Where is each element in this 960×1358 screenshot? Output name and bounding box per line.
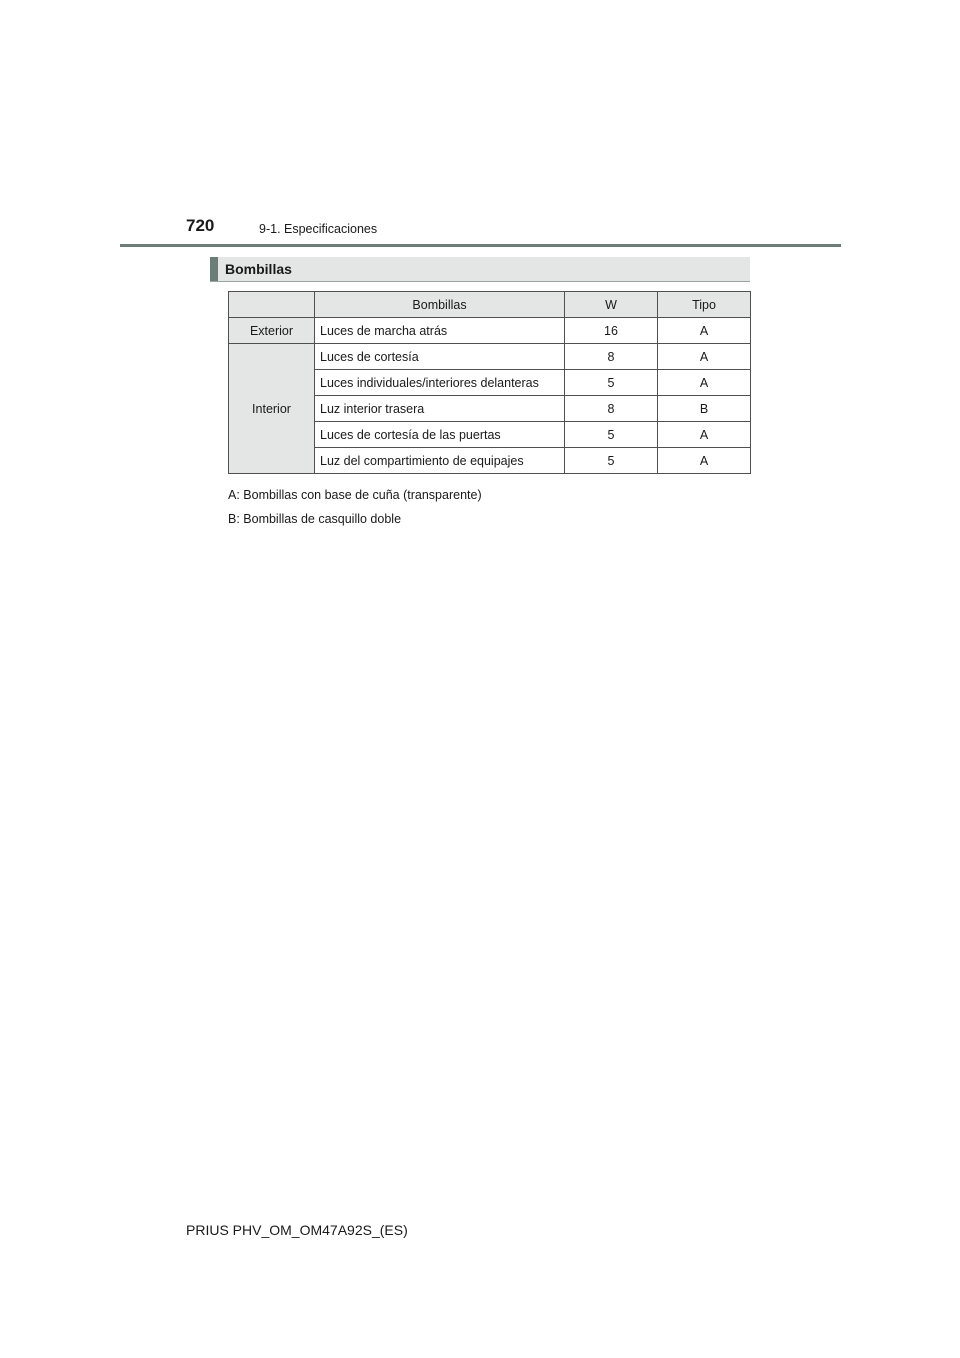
page-number: 720 [186,216,215,235]
heading-text: Bombillas [225,261,292,277]
watts-cell: 8 [565,344,658,370]
section-title: 9-1. Especificaciones [259,222,378,236]
header-cell-group [229,292,315,318]
watts-cell: 5 [565,422,658,448]
bulb-name-cell: Luces de marcha atrás [315,318,565,344]
header-cell-watts: W [565,292,658,318]
watts-cell: 16 [565,318,658,344]
note-type-a: A: Bombillas con base de cuña (transparente) [228,488,482,502]
footer-document-code: PRIUS PHV_OM_OM47A92S_(ES) [186,1222,408,1238]
note-type-b: B: Bombillas de casquillo doble [228,512,402,526]
type-cell: A [658,318,751,344]
type-cell: A [658,448,751,474]
type-cell: A [658,422,751,448]
bulb-name-cell: Luz interior trasera [315,396,565,422]
bulb-name-cell: Luces de cortesía [315,344,565,370]
watts-cell: 8 [565,396,658,422]
type-cell: A [658,370,751,396]
watts-cell: 5 [565,448,658,474]
bulb-name-cell: Luces de cortesía de las puertas [315,422,565,448]
heading-accent [210,257,218,281]
bulbs-table [228,291,751,474]
bulb-name-cell: Luz del compartimiento de equipajes [315,448,565,474]
header-rule [120,244,841,247]
type-cell: B [658,396,751,422]
group-cell-exterior: Exterior [229,318,315,344]
bulb-name-cell: Luces individuales/interiores delanteras [315,370,565,396]
watts-cell: 5 [565,370,658,396]
header-cell-type: Tipo [658,292,751,318]
table-row [229,318,751,344]
type-cell: A [658,344,751,370]
table-row [229,344,751,370]
group-cell-interior: Interior [229,344,315,474]
table-header-row [229,292,751,318]
section-heading [210,257,750,282]
header-cell-bulb: Bombillas [315,292,565,318]
